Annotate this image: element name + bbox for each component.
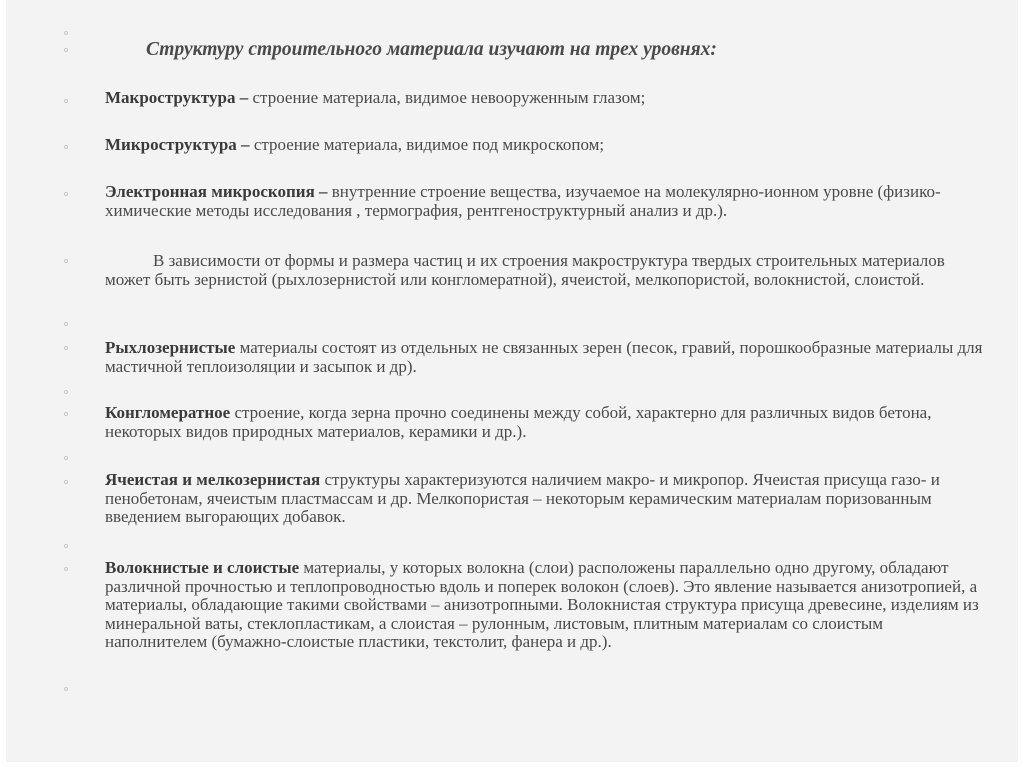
bullet-icon: [64, 480, 68, 484]
bullet-icon: [64, 346, 68, 350]
bullet-icon: [64, 412, 68, 416]
paragraph-macrostructure-types: [105, 252, 985, 289]
term: Макроструктура –: [105, 88, 253, 107]
bullet-icon: [64, 322, 68, 326]
definition: строение материала, видимое под микроскопом;: [253, 135, 605, 154]
definition: строение, когда зерна прочно соединены между собой, характерно для различных видов бетона, некоторых видов природных материалов, керамики и др.).: [105, 403, 932, 441]
definition: строение материала, видимое невооруженным глазом;: [252, 88, 646, 107]
bullet-icon: [64, 567, 68, 571]
paragraph-fibrous-layered: [105, 559, 985, 652]
slide-title: Структуру строительного материала изучают на трех уровнях:: [146, 39, 717, 60]
bullet-icon: [64, 390, 68, 394]
term: Рыхлозернистые: [105, 338, 240, 357]
paragraph-text: В зависимости от формы и размера частиц и их строения макроструктура твердых строительных материалов может быть зернистой (рыхлозернистой или конгломератной), ячеистой, мелкопористой, волокнистой, слоистой.: [105, 251, 945, 289]
definition: внутренние строение вещества, изучаемое на молекулярно-ионном уровне (физико-химические методы исследования , термография, рентгеноструктурный анализ и др.).: [105, 182, 941, 220]
definition: структуры характеризуются наличием макро- и микропор. Ячеистая присуща газо- и пенобетонам, ячеистым пластмассам и др. Мелкопористая – некоторым керамическим материалам поризованным введением выгорающих добавок.: [105, 470, 940, 526]
paragraph-loose-grained: [105, 339, 985, 376]
bullet-icon: [64, 99, 68, 103]
definition: материалы состоят из отдельных не связанных зерен (песок, гравий, порошкообразные материалы для мастичной теплоизоляции и засыпок и др).: [105, 338, 983, 376]
bullet-icon: [64, 145, 68, 149]
term: Микроструктура –: [105, 135, 254, 154]
paragraph-electron-microscopy: [105, 183, 985, 220]
bullet-icon: [64, 192, 68, 196]
bullet-icon: [64, 687, 68, 691]
bullet-icon: [64, 544, 68, 548]
paragraph-conglomerate: [105, 404, 985, 441]
term: Электронная микроскопия –: [105, 182, 332, 201]
paragraph-cellular: [105, 471, 985, 527]
bullet-icon: [64, 31, 68, 35]
term: Конгломератное: [105, 403, 235, 422]
term: Волокнистые и слоистые: [105, 558, 304, 577]
paragraph-microstructure: [105, 136, 985, 155]
bullet-icon: [64, 456, 68, 460]
term: Ячеистая и мелкозернистая: [105, 470, 325, 489]
definition: материалы, у которых волокна (слои) расположены параллельно одно другому, обладают различной прочностью и теплопроводностью вдоль и поперек волокон (слоев). Это явление называется анизотропией, а материалы, обладающие такими свойствами – анизотропными. Волокнистая структура присуща древесине, изделиям из минеральной ваты, стеклопластикам, а слоистая – рулонным, листовым, плитным материалам со слоистым наполнителем (бумажно-слоистые пластики, текстолит, фанера и др.).: [105, 558, 979, 651]
bullet-icon: [64, 48, 68, 52]
bullet-icon: [64, 259, 68, 263]
paragraph-macrostructure: [105, 89, 985, 108]
